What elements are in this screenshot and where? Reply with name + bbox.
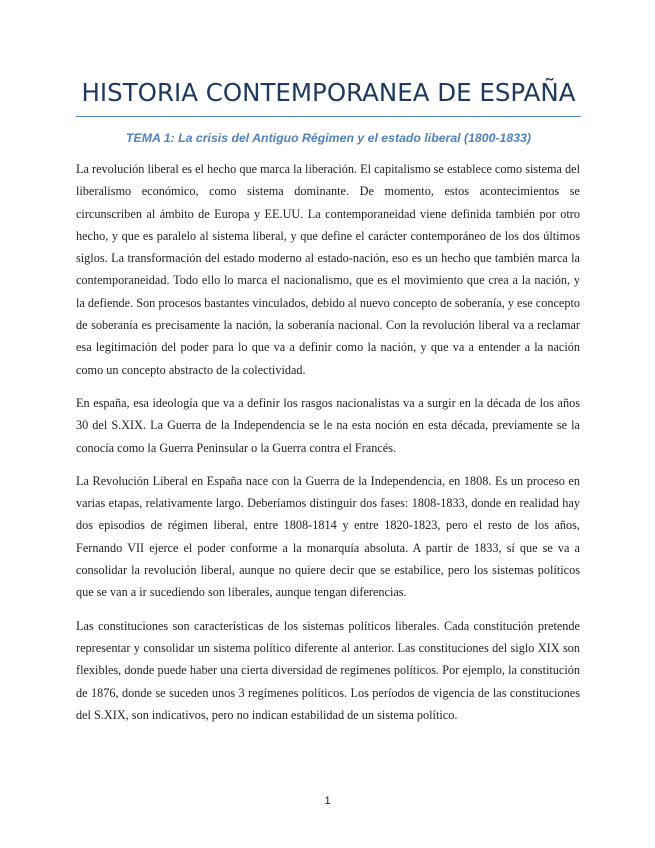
document-subtitle: TEMA 1: La crisis del Antiguo Régimen y el estado liberal (1800-1833)	[125, 131, 531, 145]
document-title: HISTORIA CONTEMPORANEA DE ESPAÑA	[81, 78, 576, 107]
title-underline	[76, 116, 581, 117]
paragraph-3: La Revolución Liberal en España nace con la Guerra de la Independencia, en 1808. Es un proceso en varias etapas, relativamente largo. Deberíamos distinguir dos fases: 1808-1833, donde en realidad hay dos episodios de régimen liberal, entre 1808-1814 y entre 1820-1823, pero el resto de los años, Fernando VII ejerce el poder conforme a la monarquía absoluta. A partir de 1833, sí que se va a consolidar la revolución liberal, aunque no quiere decir que se estabilice, pero los sistemas políticos que se van a ir sucediendo son liberales, aunque tengan diferencias.	[76, 473, 580, 600]
paragraph-4: Las constituciones son características de los sistemas políticos liberales. Cada constitución pretende representar y consolidar un sistema político diferente al anterior. Las constituciones del siglo XIX son flexibles, donde puede haber una cierta diversidad de regímenes políticos. Por ejemplo, la constitución de 1876, donde se suceden unos 3 regímenes políticos. Los períodos de vigencia de las constituciones del S.XIX, son indicativos, pero no indican estabilidad de un sistema político.	[76, 618, 580, 722]
document-body	[76, 158, 580, 737]
page-number: 1	[324, 795, 331, 807]
paragraph-2: En españa, esa ideología que va a definir los rasgos nacionalistas va a surgir en la década de los años 30 del S.XIX. La Guerra de la Independencia se le na esta noción en esta década, previamente se la conocía como la Guerra Peninsular o la Guerra contra el Francés.	[76, 395, 580, 455]
paragraph-1: La revolución liberal es el hecho que marca la liberación. El capitalismo se establece como sistema del liberalismo económico, como sistema dominante. De momento, estos acontecimientos se circunscriben al ámbito de Europa y EE.UU. La contemporaneidad viene definida también por otro hecho, y que es paralelo al sistema liberal, y que define el carácter contemporáneo de los dos últimos siglos. La transformación del estado moderno al estado-nación, eso es un hecho que también marca la contemporaneidad. Todo ello lo marca el nacionalismo, que es el movimiento que crea a la nación, y la defiende. Son procesos bastantes vinculados, debido al nuevo concepto de soberanía, y ese concepto de soberanía es precisamente la nación, la soberanía nacional. Con la revolución liberal va a reclamar esa legitimación del poder para lo que va a definir como la nación, y que va a entender a la nación como un concepto abstracto de la colectividad.	[76, 162, 580, 377]
